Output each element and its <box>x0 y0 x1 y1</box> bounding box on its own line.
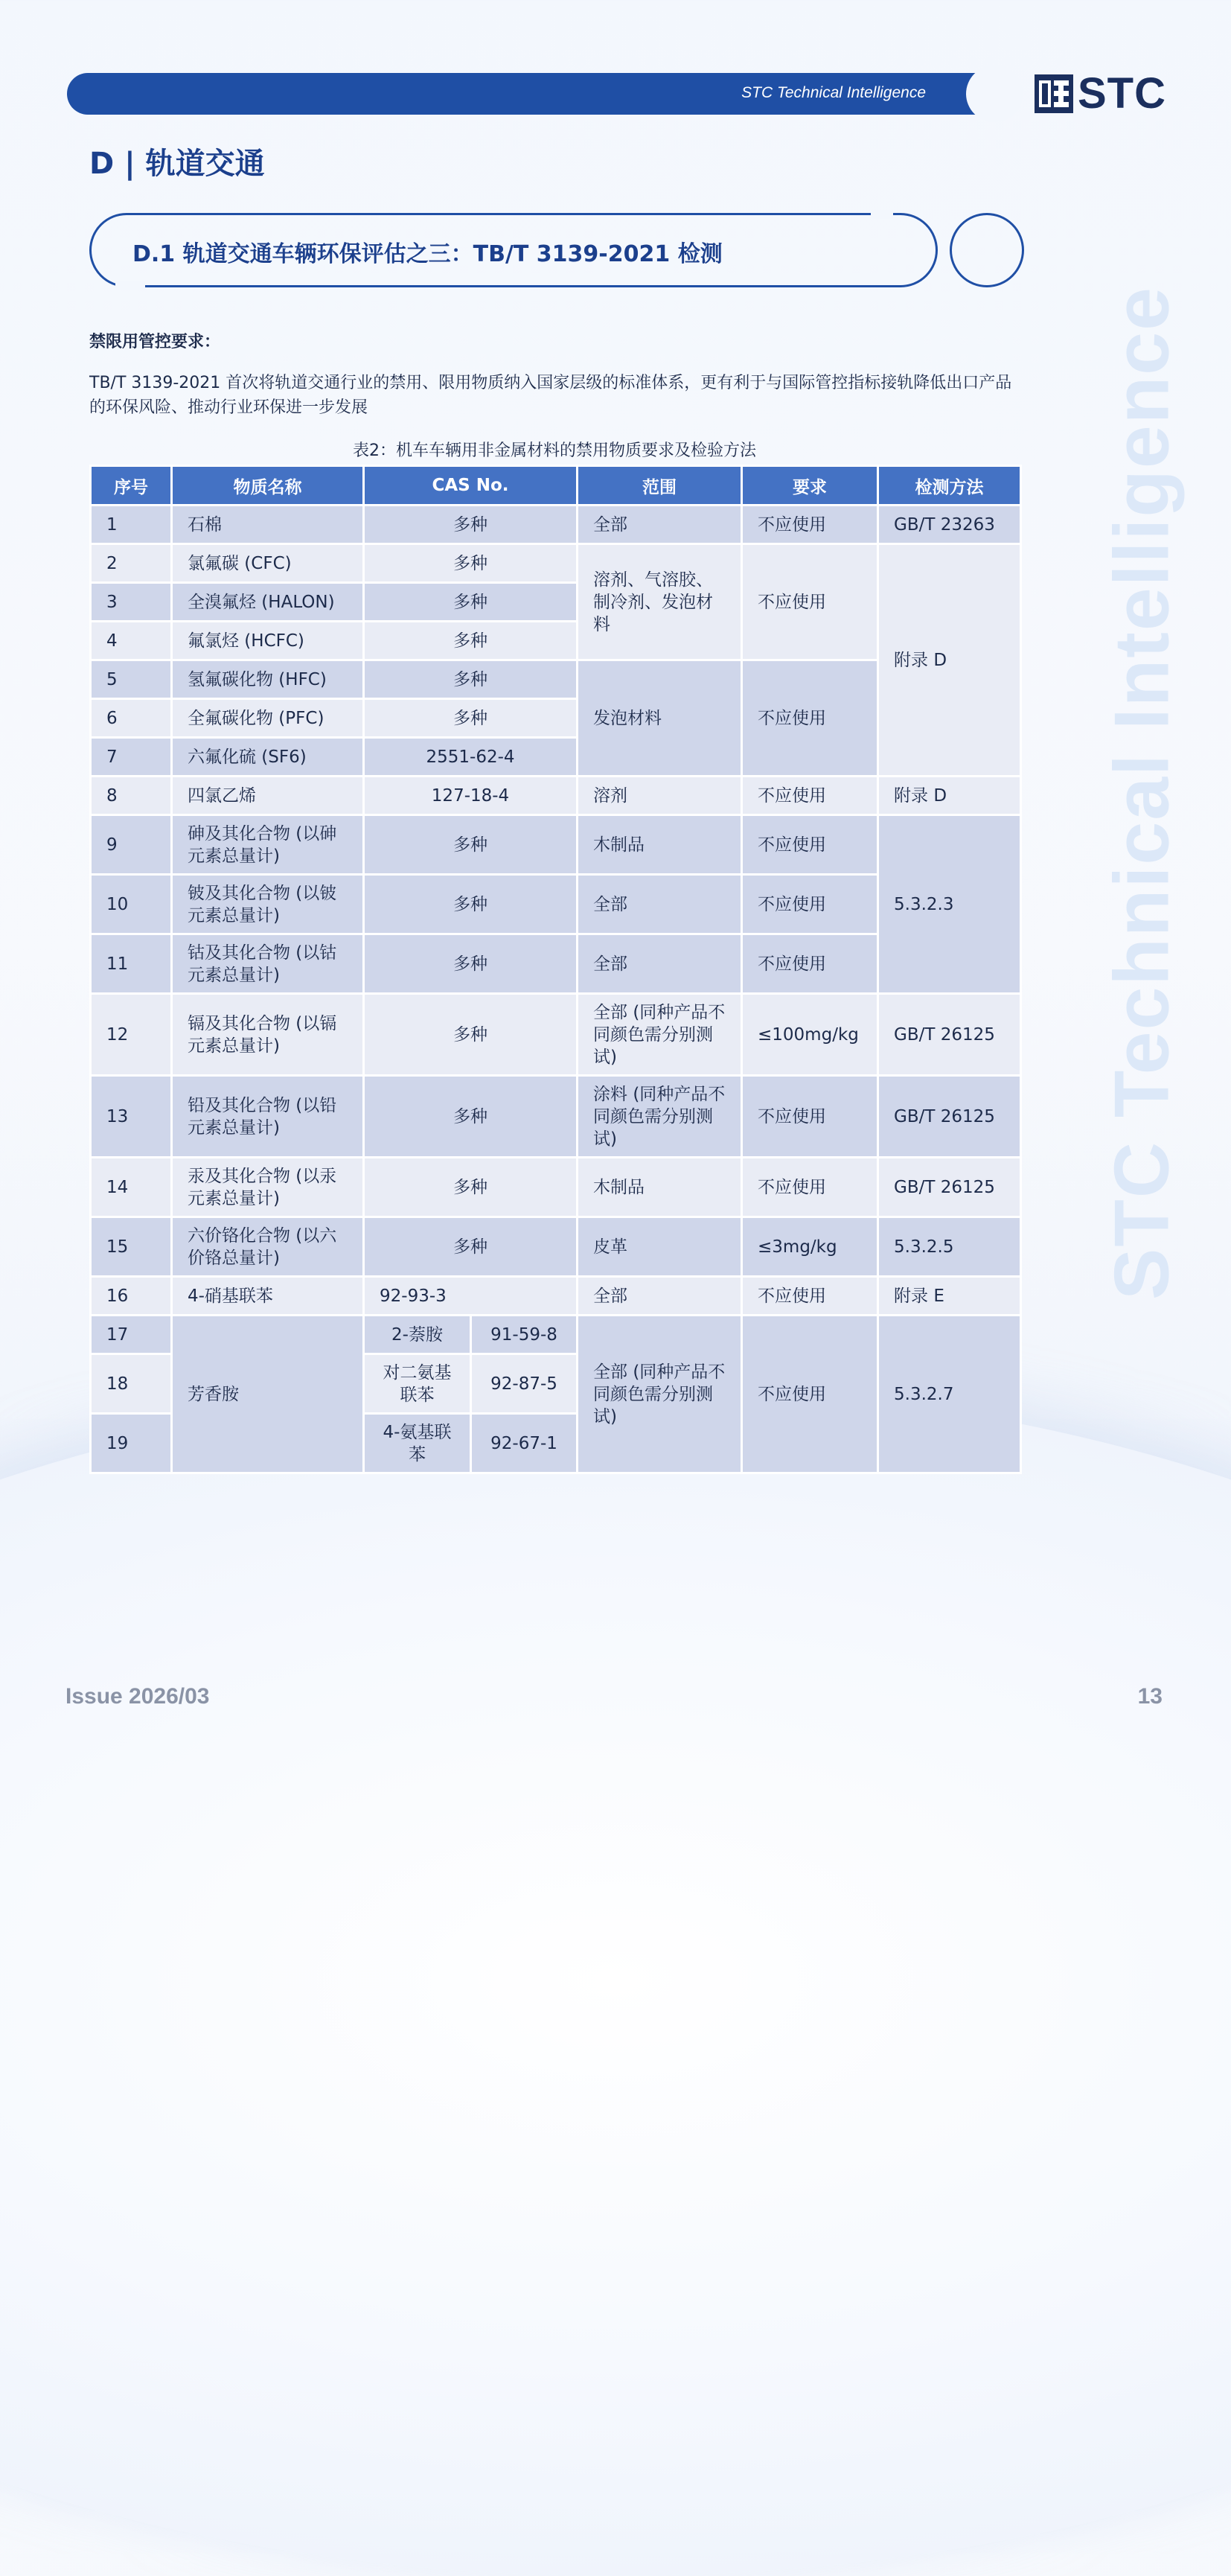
table-row <box>91 544 1021 583</box>
cell-method: 5.3.2.3 <box>878 815 1021 994</box>
cell-name: 芳香胺 <box>172 1316 364 1473</box>
cell-no: 4 <box>91 622 172 660</box>
cell-no: 5 <box>91 660 172 699</box>
cell-no: 18 <box>91 1354 172 1414</box>
cell-cas: 多种 <box>364 506 578 544</box>
table-caption: 表2：机车车辆用非金属材料的禁用物质要求及检验方法 <box>353 441 756 460</box>
cell-scope: 皮革 <box>578 1217 742 1277</box>
cell-scope: 涂料 (同种产品不同颜色需分别测试) <box>578 1076 742 1158</box>
table-row <box>91 1217 1021 1277</box>
cell-requirement: ≤3mg/kg <box>742 1217 878 1277</box>
cell-name: 六价铬化合物 (以六价铬总量计) <box>172 1217 364 1277</box>
cell-name: 氟氯烃 (HCFC) <box>172 622 364 660</box>
watermark: STC Technical Intelligence <box>1099 286 1186 1300</box>
cell-requirement: 不应使用 <box>742 815 878 875</box>
cell-no: 1 <box>91 506 172 544</box>
cell-requirement: ≤100mg/kg <box>742 994 878 1076</box>
cell-no: 14 <box>91 1158 172 1217</box>
cell-name: 氯氟碳 (CFC) <box>172 544 364 583</box>
cell-cas: 91-59-8 <box>471 1316 578 1354</box>
cell-method: GB/T 26125 <box>878 1076 1021 1158</box>
cell-scope: 木制品 <box>578 1158 742 1217</box>
substances-table <box>89 465 1022 1474</box>
table-row <box>91 815 1021 875</box>
cell-cas: 多种 <box>364 544 578 583</box>
cell-cas: 多种 <box>364 1217 578 1277</box>
cell-scope: 溶剂、气溶胶、制冷剂、发泡材料 <box>578 544 742 660</box>
intro-paragraph: TB/T 3139-2021 首次将轨道交通行业的禁用、限用物质纳入国家层级的标准体系，更有利于与国际管控指标接轨降低出口产品的环保风险、推动行业环保进一步发展 <box>89 374 1012 417</box>
cell-method: GB/T 26125 <box>878 994 1021 1076</box>
cell-name: 钴及其化合物 (以钴元素总量计) <box>172 934 364 994</box>
cell-requirement: 不应使用 <box>742 875 878 934</box>
cell-name: 六氟化硫 (SF6) <box>172 738 364 777</box>
cell-no: 8 <box>91 777 172 815</box>
table-row <box>91 994 1021 1076</box>
cell-cas: 多种 <box>364 1076 578 1158</box>
table-row <box>91 1076 1021 1158</box>
page-number: 13 <box>1137 1684 1163 1709</box>
cell-cas: 2551-62-4 <box>364 738 578 777</box>
cell-scope: 全部 <box>578 875 742 934</box>
cell-subname: 4-氨基联苯 <box>364 1414 471 1473</box>
logo-wordmark: STC <box>1078 69 1166 118</box>
cell-name: 镉及其化合物 (以镉元素总量计) <box>172 994 364 1076</box>
cell-method: 附录 E <box>878 1277 1021 1316</box>
cell-cas: 多种 <box>364 583 578 622</box>
cell-requirement: 不应使用 <box>742 1158 878 1217</box>
header-tagline: STC Technical Intelligence <box>741 84 926 101</box>
table-row <box>91 1158 1021 1217</box>
cell-method: 附录 D <box>878 544 1021 777</box>
table-row <box>91 1277 1021 1316</box>
cell-no: 12 <box>91 994 172 1076</box>
frame-gap-bottom <box>115 281 145 290</box>
table-row <box>91 506 1021 544</box>
cell-cas: 多种 <box>364 815 578 875</box>
header-cas: CAS No. <box>364 466 578 506</box>
cell-requirement: 不应使用 <box>742 544 878 660</box>
table-row <box>91 1316 1021 1354</box>
cell-cas: 多种 <box>364 1158 578 1217</box>
cell-requirement: 不应使用 <box>742 1277 878 1316</box>
frame-gap-top <box>871 210 893 219</box>
cell-cas: 多种 <box>364 875 578 934</box>
cell-no: 19 <box>91 1414 172 1473</box>
cell-name: 4-硝基联苯 <box>172 1277 364 1316</box>
cell-no: 2 <box>91 544 172 583</box>
cell-method: GB/T 26125 <box>878 1158 1021 1217</box>
cell-cas: 92-87-5 <box>471 1354 578 1414</box>
stc-logo <box>1035 69 1166 118</box>
cell-name: 铅及其化合物 (以铅元素总量计) <box>172 1076 364 1158</box>
header-requirement: 要求 <box>742 466 878 506</box>
cell-scope: 发泡材料 <box>578 660 742 777</box>
subsection-circle <box>950 213 1024 287</box>
cell-name: 铍及其化合物 (以铍元素总量计) <box>172 875 364 934</box>
cell-scope: 全部 <box>578 1277 742 1316</box>
cell-no: 15 <box>91 1217 172 1277</box>
cell-scope: 全部 <box>578 506 742 544</box>
cell-no: 9 <box>91 815 172 875</box>
issue-label: Issue 2026/03 <box>65 1684 210 1709</box>
cell-no: 3 <box>91 583 172 622</box>
table-header-row <box>91 466 1021 506</box>
requirements-label: 禁限用管控要求： <box>89 333 221 351</box>
header-scope: 范围 <box>578 466 742 506</box>
header-no: 序号 <box>91 466 172 506</box>
cell-cas: 多种 <box>364 660 578 699</box>
cell-no: 17 <box>91 1316 172 1354</box>
cell-no: 10 <box>91 875 172 934</box>
cell-requirement: 不应使用 <box>742 1316 878 1473</box>
cell-method: GB/T 23263 <box>878 506 1021 544</box>
cell-no: 11 <box>91 934 172 994</box>
cell-subname: 2-萘胺 <box>364 1316 471 1354</box>
cell-method: 5.3.2.5 <box>878 1217 1021 1277</box>
cell-name: 石棉 <box>172 506 364 544</box>
cell-no: 13 <box>91 1076 172 1158</box>
cell-method: 5.3.2.7 <box>878 1316 1021 1473</box>
cell-requirement: 不应使用 <box>742 934 878 994</box>
stc-logo-icon <box>1035 74 1073 113</box>
cell-name: 全氟碳化物 (PFC) <box>172 699 364 738</box>
cell-requirement: 不应使用 <box>742 660 878 777</box>
cell-cas: 92-67-1 <box>471 1414 578 1473</box>
cell-requirement: 不应使用 <box>742 777 878 815</box>
subsection-title: D.1 轨道交通车辆环保评估之三：TB/T 3139-2021 检测 <box>132 241 723 267</box>
cell-no: 7 <box>91 738 172 777</box>
cell-cas: 92-93-3 <box>364 1277 578 1316</box>
cell-name: 氢氟碳化物 (HFC) <box>172 660 364 699</box>
cell-no: 6 <box>91 699 172 738</box>
cell-cas: 多种 <box>364 994 578 1076</box>
cell-name: 汞及其化合物 (以汞元素总量计) <box>172 1158 364 1217</box>
cell-name: 全溴氟烃 (HALON) <box>172 583 364 622</box>
cell-requirement: 不应使用 <box>742 506 878 544</box>
background-arc <box>0 1385 1231 2576</box>
header-bar-notch <box>966 66 1023 122</box>
cell-cas: 多种 <box>364 934 578 994</box>
cell-name: 砷及其化合物 (以砷元素总量计) <box>172 815 364 875</box>
cell-requirement: 不应使用 <box>742 1076 878 1158</box>
cell-scope: 全部 (同种产品不同颜色需分别测试) <box>578 1316 742 1473</box>
cell-no: 16 <box>91 1277 172 1316</box>
cell-subname: 对二氨基联苯 <box>364 1354 471 1414</box>
header-name: 物质名称 <box>172 466 364 506</box>
header-method: 检测方法 <box>878 466 1021 506</box>
cell-name: 四氯乙烯 <box>172 777 364 815</box>
cell-scope: 全部 (同种产品不同颜色需分别测试) <box>578 994 742 1076</box>
cell-scope: 溶剂 <box>578 777 742 815</box>
table-row <box>91 777 1021 815</box>
section-title: D | 轨道交通 <box>89 147 265 181</box>
cell-scope: 木制品 <box>578 815 742 875</box>
cell-scope: 全部 <box>578 934 742 994</box>
cell-cas: 多种 <box>364 699 578 738</box>
cell-method: 附录 D <box>878 777 1021 815</box>
cell-cas: 127-18-4 <box>364 777 578 815</box>
cell-cas: 多种 <box>364 622 578 660</box>
